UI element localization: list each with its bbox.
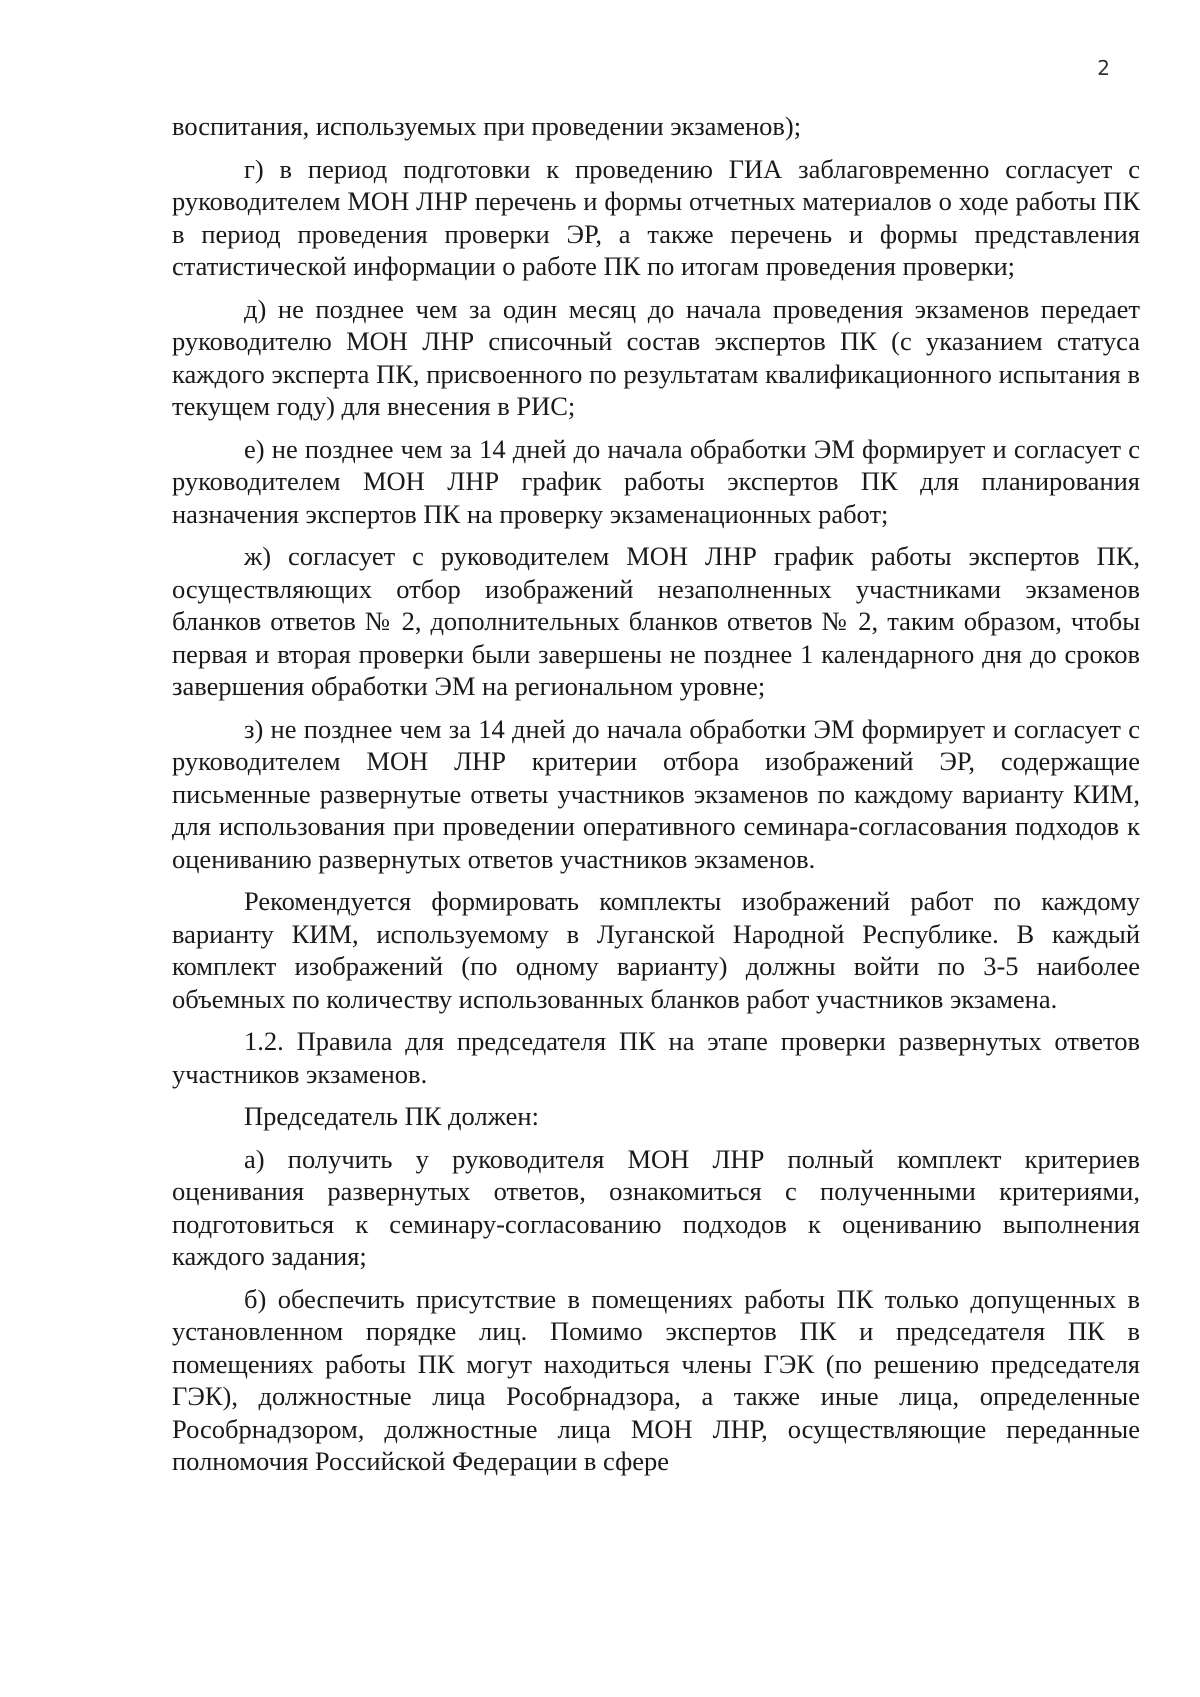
page-number: 2: [1097, 56, 1110, 80]
paragraph-item-b: б) обеспечить присутствие в помещениях работы ПК только допущенных в установленном порядке лиц. Помимо экспертов ПК и председателя ПК в помещениях работы ПК могут находиться члены ГЭК (по решению председателя ГЭК), должностные лица Рособрнадзора, а также иные лица, определенные Рособрнадзором, должностные лица МОН ЛНР, осуществляющие переданные полномочия Российской Федерации в сфере: [172, 1283, 1140, 1476]
paragraph-item-z: з) не позднее чем за 14 дней до начала обработки ЭМ формирует и согласует с руководителем МОН ЛНР критерии отбора изображений ЭР, содержащие письменные развернутые ответы участников экзаменов по каждому варианту КИМ, для использования при проведении оперативного семинара-согласования подходов к оцениванию развернутых ответов участников экзаменов.: [172, 713, 1140, 874]
section-heading-1-2: 1.2. Правила для председателя ПК на этапе проверки развернутых ответов участников экзаменов.: [172, 1026, 1140, 1089]
paragraph-item-g: г) в период подготовки к проведению ГИА заблаговременно согласует с руководителем МОН ЛНР перечень и формы отчетных материалов о ходе работы ПК в период проведения проверки ЭР, а также перечень и формы представления статистической информации о работе ПК по итогам проведения проверки;: [172, 153, 1140, 281]
paragraph-item-d: д) не позднее чем за один месяц до начала проведения экзаменов передает руководителю МОН ЛНР списочный состав экспертов ПК (с указанием статуса каждого эксперта ПК, присвоенного по результатам квалификационного испытания в текущем году) для внесения в РИС;: [172, 293, 1140, 421]
paragraph-item-a: а) получить у руководителя МОН ЛНР полный комплект критериев оценивания развернутых ответов, ознакомиться с полученными критериями, подготовиться к семинару-согласованию подходов к оцениванию выполнения каждого задания;: [172, 1143, 1140, 1271]
paragraph-chairman-must: Председатель ПК должен:: [244, 1101, 539, 1131]
paragraph-recommendation: Рекомендуется формировать комплекты изображений работ по каждому варианту КИМ, используемому в Луганской Народной Республике. В каждый комплект изображений (по одному варианту) должны войти по 3-5 наиболее объемных по количеству использованных бланков работ участников экзамена.: [172, 886, 1140, 1014]
paragraph-item-zh: ж) согласует с руководителем МОН ЛНР график работы экспертов ПК, осуществляющих отбор изображений незаполненных участниками экзаменов бланков ответов № 2, дополнительных бланков ответов № 2, таким образом, чтобы первая и вторая проверки были завершены не позднее 1 календарного дня до сроков завершения обработки ЭМ на региональном уровне;: [172, 541, 1140, 701]
document-body: [172, 110, 1140, 1488]
paragraph-item-e: е) не позднее чем за 14 дней до начала обработки ЭМ формирует и согласует с руководителем МОН ЛНР график работы экспертов ПК для планирования назначения экспертов ПК на проверку экзаменационных работ;: [172, 433, 1140, 529]
paragraph-continuation: воспитания, используемых при проведении экзаменов);: [172, 111, 802, 141]
